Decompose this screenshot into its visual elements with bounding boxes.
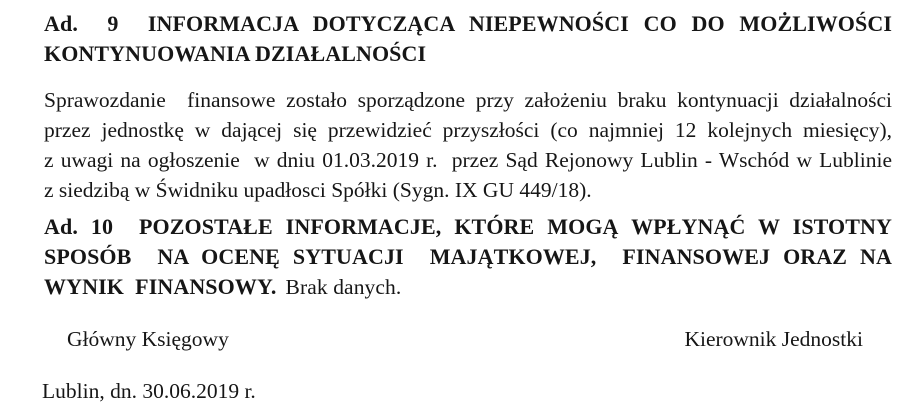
section-9-heading-line-1: Ad. 9 INFORMACJA DOTYCZĄCA NIEPEWNOŚCI CO DO MOŻLIWOŚCI [44, 11, 892, 36]
signature-left-label: Główny Księgowy [67, 327, 229, 351]
paragraph-line: z uwagi na ogłoszenie w dniu 01.03.2019 r. przez Sąd Rejonowy Lublin - Wschód w Lublinie [44, 148, 892, 172]
date-line: Lublin, dn. 30.06.2019 r. [42, 379, 256, 403]
signature-right-label: Kierownik Jednostki [684, 327, 863, 351]
section-10-heading-line-3 [44, 272, 892, 302]
section-9-paragraph [44, 85, 892, 205]
paragraph-line: przez jednostkę w dającej się przewidzieć przyszłości (co najmniej 12 kolejnych miesięcy), [44, 118, 892, 142]
section-10-heading-bold-tail: WYNIK FINANSOWY. [44, 274, 277, 299]
paragraph-line: z siedzibą w Świdniku upadłosci Spółki (Sygn. IX GU 449/18). [44, 178, 592, 202]
paragraph-line: Sprawozdanie finansowe zostało sporządzone przy założeniu braku kontynuacji działalności [44, 88, 892, 112]
section-10-note: Brak danych. [285, 275, 402, 299]
section-10-heading-line-1: Ad. 10 POZOSTAŁE INFORMACJE, KTÓRE MOGĄ WPŁYNĄĆ W ISTOTNY [44, 214, 892, 239]
section-10-heading-line-2: SPOSÓB NA OCENĘ SYTUACJI MAJĄTKOWEJ, FINANSOWEJ ORAZ NA [44, 244, 892, 269]
section-9-heading-line-2: KONTYNUOWANIA DZIAŁALNOŚCI [44, 41, 427, 66]
signature-row [44, 324, 892, 354]
section-10-heading [44, 212, 892, 302]
section-9-heading [44, 9, 892, 69]
